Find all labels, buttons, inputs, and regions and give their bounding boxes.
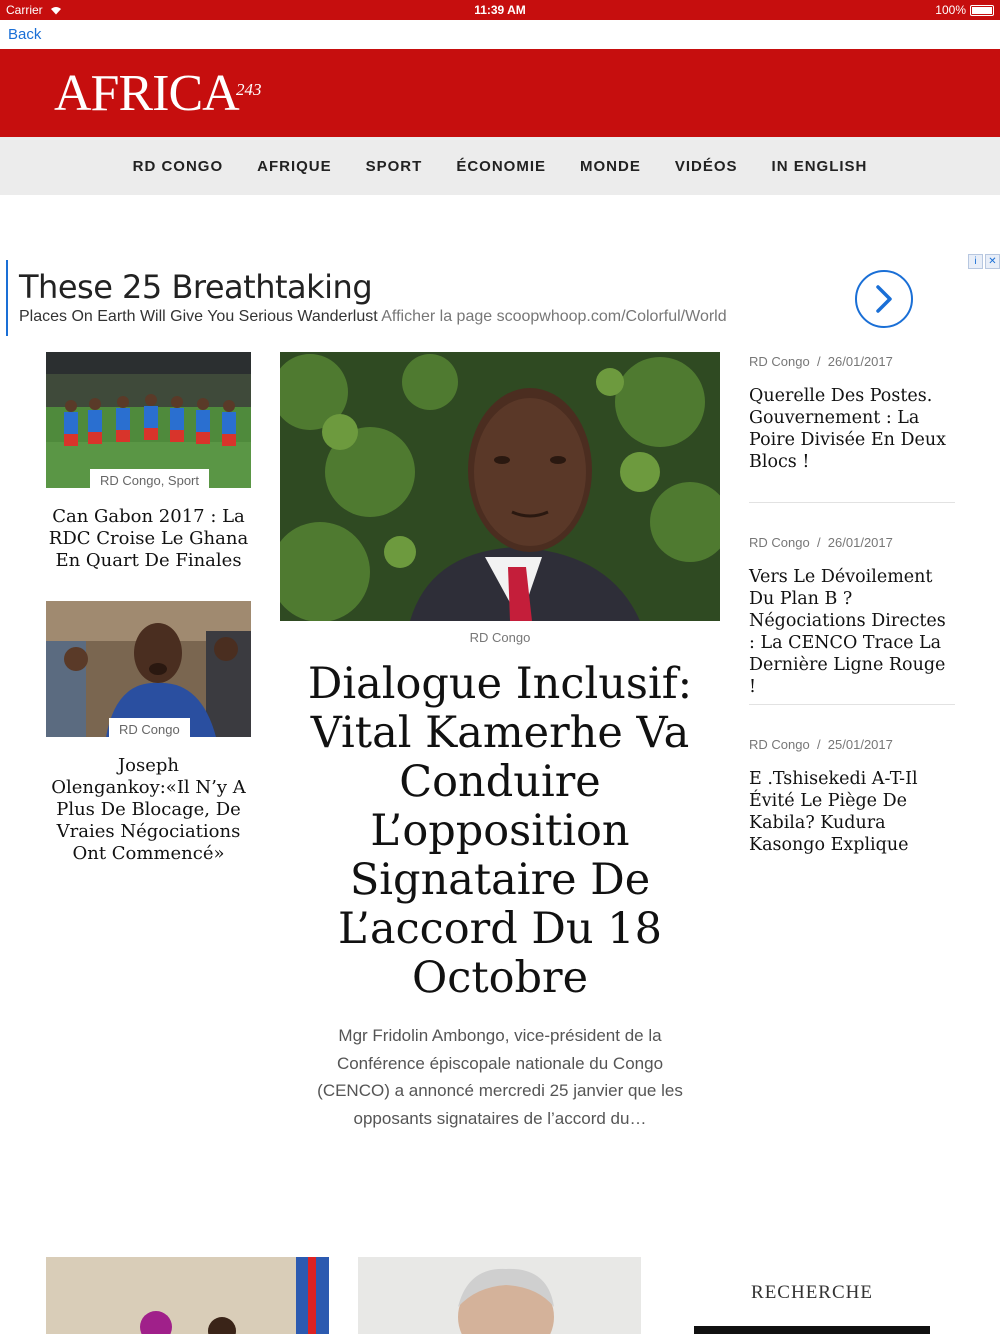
featured-title[interactable]: Dialogue Inclusif: Vital Kamerhe Va Conduire L’opposition Signataire De L’accord Du 18 Octobre — [307, 659, 693, 1003]
meta-separator: / — [816, 535, 821, 550]
menu-item-rd-congo[interactable]: RD CONGO — [132, 157, 224, 175]
sidebar-article-title[interactable]: Querelle Des Postes. Gouvernement : La Poire Divisée En Deux Blocs ! — [749, 386, 946, 472]
article-image-bishop[interactable] — [46, 1257, 329, 1334]
featured-category[interactable]: RD Congo — [469, 630, 531, 645]
carrier-text: Carrier — [6, 3, 43, 17]
kamerhe-photo — [280, 352, 720, 621]
sidebar-divider — [749, 502, 955, 503]
sidebar-article-meta — [749, 535, 955, 550]
browser-nav-bar — [0, 20, 1000, 49]
logo-superscript: 243 — [236, 80, 262, 99]
back-button[interactable]: Back — [8, 26, 42, 43]
sidebar-article — [749, 535, 955, 698]
menu-item-monde[interactable]: MONDE — [580, 157, 641, 175]
close-icon[interactable]: ✕ — [985, 254, 1000, 269]
sidebar-article-meta — [749, 737, 955, 752]
ad-description-text: Places On Earth Will Give You Serious Wanderlust — [19, 308, 378, 325]
logo-text: AFRICA — [54, 65, 239, 122]
search-widget-heading: RECHERCHE — [751, 1282, 873, 1303]
sidebar-article-category[interactable]: RD Congo — [749, 535, 810, 550]
search-input-box[interactable] — [694, 1326, 930, 1334]
article-image-football[interactable] — [46, 352, 251, 488]
meta-separator: / — [816, 354, 821, 369]
sidebar-article-date: 26/01/2017 — [827, 354, 893, 369]
ad-headline[interactable]: These 25 Breathtaking — [19, 268, 373, 306]
status-time: 11:39 AM — [474, 3, 526, 17]
ad-open-button[interactable] — [855, 270, 913, 328]
reynders-photo — [358, 1257, 641, 1334]
sidebar-article-category[interactable]: RD Congo — [749, 354, 810, 369]
sidebar-article-meta — [749, 354, 955, 369]
ad-description[interactable] — [19, 308, 727, 326]
battery-icon — [970, 5, 994, 16]
ad-banner[interactable] — [6, 258, 1000, 338]
menu-item-sport[interactable]: SPORT — [365, 157, 423, 175]
sidebar-divider — [749, 704, 955, 705]
menu-item-afrique[interactable]: AFRIQUE — [257, 157, 332, 175]
sidebar-article-category[interactable]: RD Congo — [749, 737, 810, 752]
battery-percent: 100% — [935, 3, 966, 17]
sidebar-article-title[interactable]: E .Tshisekedi A-T-Il Évité Le Piège De Kabila? Kudura Kasongo Explique — [749, 769, 918, 855]
olengankoy-photo — [46, 601, 251, 737]
featured-excerpt: Mgr Fridolin Ambongo, vice-président de la Conférence épiscopale nationale du Congo (CENCO) a annoncé mercredi 25 janvier que les opposants signataires de l’accord du… — [317, 1026, 683, 1128]
ad-link[interactable]: Afficher la page scoopwhoop.com/Colorful/World — [381, 308, 727, 325]
ad-choices — [968, 254, 1000, 269]
article-category-badge[interactable]: RD Congo, Sport — [90, 469, 209, 492]
main-menu — [0, 137, 1000, 195]
bishop-photo — [46, 1257, 329, 1334]
sidebar-article-date: 26/01/2017 — [827, 535, 893, 550]
article-image-olengankoy[interactable] — [46, 601, 251, 737]
sidebar-article-title[interactable]: Vers Le Dévoilement Du Plan B ? Négociations Directes : La CENCO Trace La Dernière Ligne Rouge ! — [749, 567, 946, 697]
site-masthead — [0, 49, 1000, 137]
site-logo[interactable] — [54, 64, 262, 124]
info-icon[interactable]: i — [968, 254, 983, 269]
football-photo — [46, 352, 251, 488]
menu-item-in-english[interactable]: IN ENGLISH — [771, 157, 868, 175]
featured-image-kamerhe[interactable] — [280, 352, 720, 621]
sidebar-article — [749, 354, 955, 473]
sidebar-article — [749, 737, 955, 856]
status-bar — [0, 0, 1000, 20]
article-title[interactable]: Can Gabon 2017 : La RDC Croise Le Ghana En Quart De Finales — [48, 506, 249, 571]
battery-indicator — [935, 3, 994, 17]
chevron-right-icon — [873, 284, 895, 314]
meta-separator: / — [816, 737, 821, 752]
menu-item-economie[interactable]: ÉCONOMIE — [456, 157, 546, 175]
menu-item-videos[interactable]: VIDÉOS — [674, 157, 738, 175]
article-category-badge[interactable]: RD Congo — [109, 718, 190, 741]
article-title[interactable]: Joseph Olengankoy:«Il N’y A Plus De Blocage, De Vraies Négociations Ont Commencé» — [51, 755, 246, 864]
ad-accent-bar — [6, 260, 8, 336]
article-image-reynders[interactable] — [358, 1257, 641, 1334]
sidebar-article-date: 25/01/2017 — [827, 737, 893, 752]
